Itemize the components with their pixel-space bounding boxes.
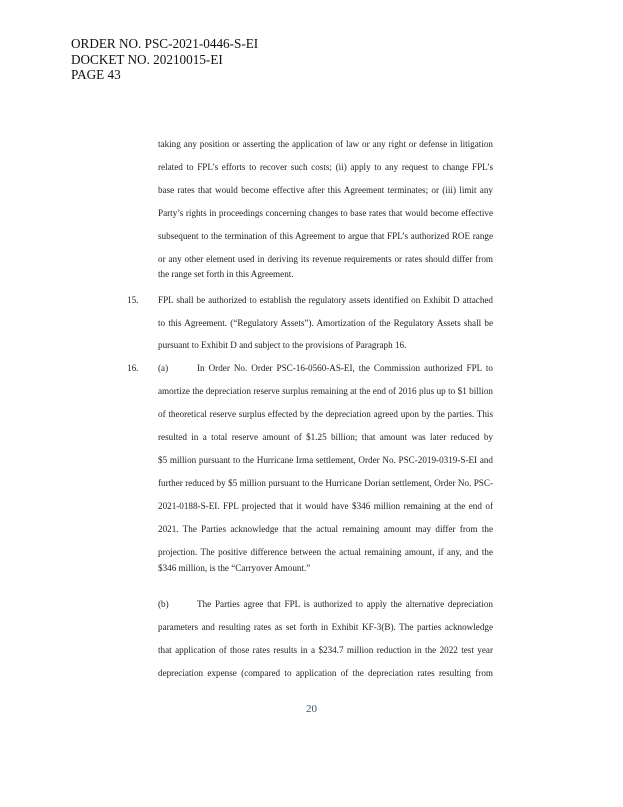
text-line: that application of those rates results in a $234.7 million reduction in the 2022 test year: [158, 645, 493, 655]
text-line: further reduced by $5 million pursuant to the Hurricane Dorian settlement, Order No. PSC-: [158, 478, 493, 488]
text-line: The Parties agree that FPL is authorized to apply the alternative depreciation: [197, 599, 493, 609]
paragraph-number: 16.: [127, 363, 139, 373]
page-label: PAGE 43: [71, 67, 121, 82]
text-line: In Order No. Order PSC-16-0560-AS-EI, the Commission authorized FPL to: [197, 363, 493, 373]
text-line: projection. The positive difference between the actual remaining amount, if any, and the: [158, 547, 493, 557]
text-line: pursuant to Exhibit D and subject to the provisions of Paragraph 16.: [158, 340, 407, 350]
text-line: resulted in a total reserve amount of $1.25 billion; that amount was later reduced by: [158, 432, 493, 442]
text-line: subsequent to the termination of this Agreement to argue that FPL’s authorized ROE range: [158, 231, 493, 241]
text-line: base rates that would become effective after this Agreement terminates; or (iii) limit any: [158, 185, 493, 195]
text-line: $346 million, is the “Carryover Amount.”: [158, 563, 311, 573]
text-line: depreciation expense (compared to application of the depreciation rates resulting from: [158, 668, 493, 678]
text-line: FPL shall be authorized to establish the regulatory assets identified on Exhibit D attached: [158, 295, 493, 305]
text-line: amortize the depreciation reserve surplus remaining at the end of 2016 plus up to $1 billion: [158, 386, 493, 396]
text-line: of theoretical reserve surplus effected by the depreciation agreed upon by the parties. This: [158, 409, 493, 419]
text-line: parameters and resulting rates as set forth in Exhibit KF-3(B). The parties acknowledge: [158, 622, 493, 632]
text-line: or any other element used in deriving its revenue requirements or rates should differ from: [158, 254, 493, 264]
document-header: [71, 36, 258, 83]
text-line: related to FPL’s efforts to recover such costs; (ii) apply to any request to change FPL’s: [158, 162, 493, 172]
text-line: Party’s rights in proceedings concerning changes to base rates that would become effective: [158, 208, 493, 218]
subparagraph-label: (b): [158, 599, 169, 609]
text-line: the range set forth in this Agreement.: [158, 269, 294, 279]
text-line: 2021. The Parties acknowledge that the actual remaining amount may differ from the: [158, 524, 493, 534]
text-line: taking any position or asserting the application of law or any right or defense in litigation: [158, 139, 493, 149]
order-number: ORDER NO. PSC-2021-0446-S-EI: [71, 36, 259, 51]
text-line: to this Agreement. (“Regulatory Assets”). Amortization of the Regulatory Assets shall be: [158, 318, 493, 328]
docket-number: DOCKET NO. 20210015-EI: [71, 51, 223, 67]
text-line: 2021-0188-S-EI. FPL projected that it would have $346 million remaining at the end of: [158, 501, 493, 511]
subparagraph-label: (a): [158, 363, 169, 373]
paragraph-number: 15.: [127, 295, 139, 305]
page-number: 20: [306, 703, 317, 715]
text-line: $5 million pursuant to the Hurricane Irma settlement, Order No. PSC-2019-0319-S-EI and: [158, 455, 493, 465]
